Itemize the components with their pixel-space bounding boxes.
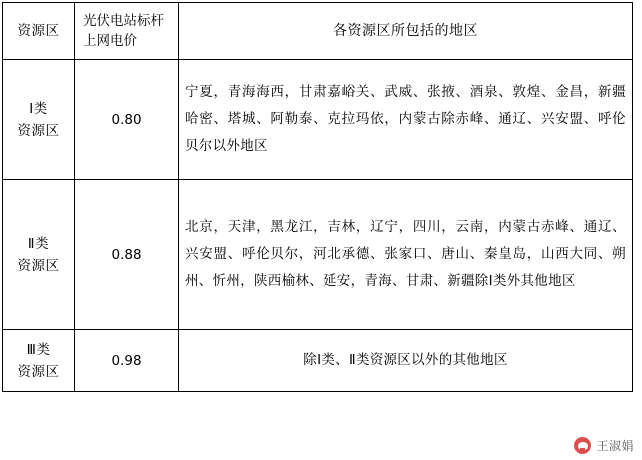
table-header-row — [3, 3, 633, 60]
column-header-region: 各资源区所包括的地区 — [179, 3, 633, 60]
zone-label-line2: 资源区 — [17, 122, 60, 139]
signature-badge — [574, 437, 634, 454]
column-header-zone: 资源区 — [3, 3, 75, 60]
zone-cell — [3, 60, 75, 180]
price-cell: 0.80 — [75, 60, 179, 180]
zone-cell — [3, 330, 75, 392]
region-cell: 宁夏，青海海西，甘肃嘉峪关、武威、张掖、酒泉、敦煌、金昌，新疆哈密、塔城、阿勒泰、克拉玛依，内蒙古除赤峰、通辽、兴安盟、呼伦贝尔以外地区 — [179, 60, 633, 180]
table-row — [3, 180, 633, 330]
signature-name: 王淑娟 — [596, 439, 634, 453]
region-cell: 除Ⅰ类、Ⅱ类资源区以外的其他地区 — [179, 330, 633, 392]
region-cell: 北京，天津，黑龙江，吉林，辽宁，四川，云南，内蒙古赤峰、通辽、兴安盟、呼伦贝尔，河北承德、张家口、唐山、秦皇岛，山西大同、朔州、忻州，陕西榆林、延安，青海、甘肃、新疆除Ⅰ类外其他地区 — [179, 180, 633, 330]
red-circle-logo-icon — [574, 437, 591, 454]
table-row — [3, 60, 633, 180]
price-cell: 0.88 — [75, 180, 179, 330]
price-cell: 0.98 — [75, 330, 179, 392]
zone-label-line2: 资源区 — [17, 257, 60, 274]
zone-label-line2: 资源区 — [17, 363, 60, 380]
column-header-price: 光伏电站标杆上网电价 — [75, 3, 179, 60]
zone-label-line1: Ⅰ类 — [29, 100, 48, 117]
zone-label-line1: Ⅱ类 — [27, 235, 50, 252]
table-body — [3, 60, 633, 392]
table-row — [3, 330, 633, 392]
pv-benchmark-price-table — [2, 2, 633, 392]
zone-cell — [3, 180, 75, 330]
table-header — [3, 3, 633, 60]
zone-label-line1: Ⅲ类 — [26, 341, 51, 358]
